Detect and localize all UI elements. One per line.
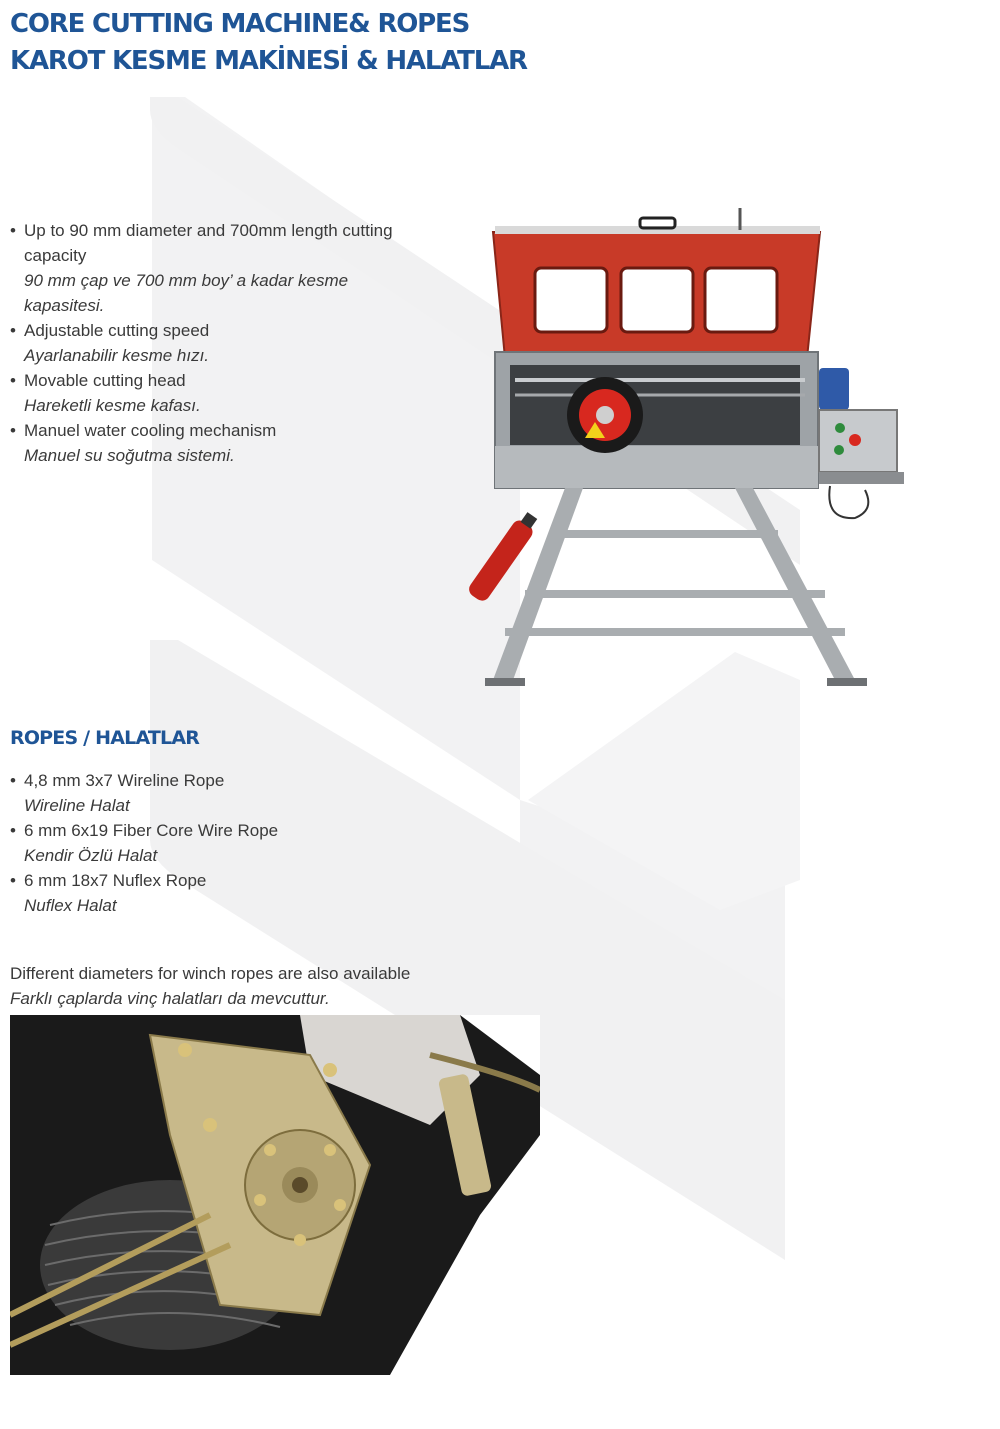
- title-turkish: KAROT KESME MAKİNESİ & HALATLAR: [10, 46, 527, 76]
- feature-text-tr: 90 mm çap ve 700 mm boy’ a kadar kesme kapasitesi.: [24, 271, 349, 315]
- feature-list: [10, 218, 430, 468]
- availability-note: [10, 961, 510, 1011]
- rope-text-en: • 6 mm 18x7 Nuflex Rope: [24, 871, 207, 890]
- note-text-en: Different diameters for winch ropes are also available: [10, 964, 411, 983]
- feature-item: [10, 318, 430, 368]
- rope-item: [10, 868, 430, 918]
- ropes-section-title: ROPES / HALATLAR: [10, 727, 200, 749]
- rope-item: [10, 768, 430, 818]
- title-english: CORE CUTTING MACHINE& ROPES: [10, 9, 470, 39]
- rope-text-en: • 4,8 mm 3x7 Wireline Rope: [24, 771, 225, 790]
- rope-text-en: • 6 mm 6x19 Fiber Core Wire Rope: [24, 821, 279, 840]
- page-title: [10, 6, 527, 80]
- feature-text-en: • Adjustable cutting speed: [24, 321, 210, 340]
- feature-text-tr: Hareketli kesme kafası.: [24, 396, 201, 415]
- winch-rope-drum-image: [10, 1015, 540, 1375]
- rope-item: [10, 818, 430, 868]
- rope-text-tr: Kendir Özlü Halat: [24, 846, 158, 865]
- rope-list: [10, 768, 430, 918]
- rope-text-tr: Wireline Halat: [24, 796, 130, 815]
- feature-item: [10, 418, 430, 468]
- core-cutting-machine-image: [435, 200, 915, 695]
- feature-item: [10, 218, 430, 318]
- feature-text-tr: Ayarlanabilir kesme hızı.: [24, 346, 210, 365]
- feature-text-tr: Manuel su soğutma sistemi.: [24, 446, 235, 465]
- feature-text-en: • Up to 90 mm diameter and 700mm length cutting capacity: [24, 221, 393, 265]
- note-text-tr: Farklı çaplarda vinç halatları da mevcuttur.: [10, 989, 330, 1008]
- feature-item: [10, 368, 430, 418]
- feature-text-en: • Manuel water cooling mechanism: [24, 421, 277, 440]
- rope-text-tr: Nuflex Halat: [24, 896, 117, 915]
- feature-text-en: • Movable cutting head: [24, 371, 186, 390]
